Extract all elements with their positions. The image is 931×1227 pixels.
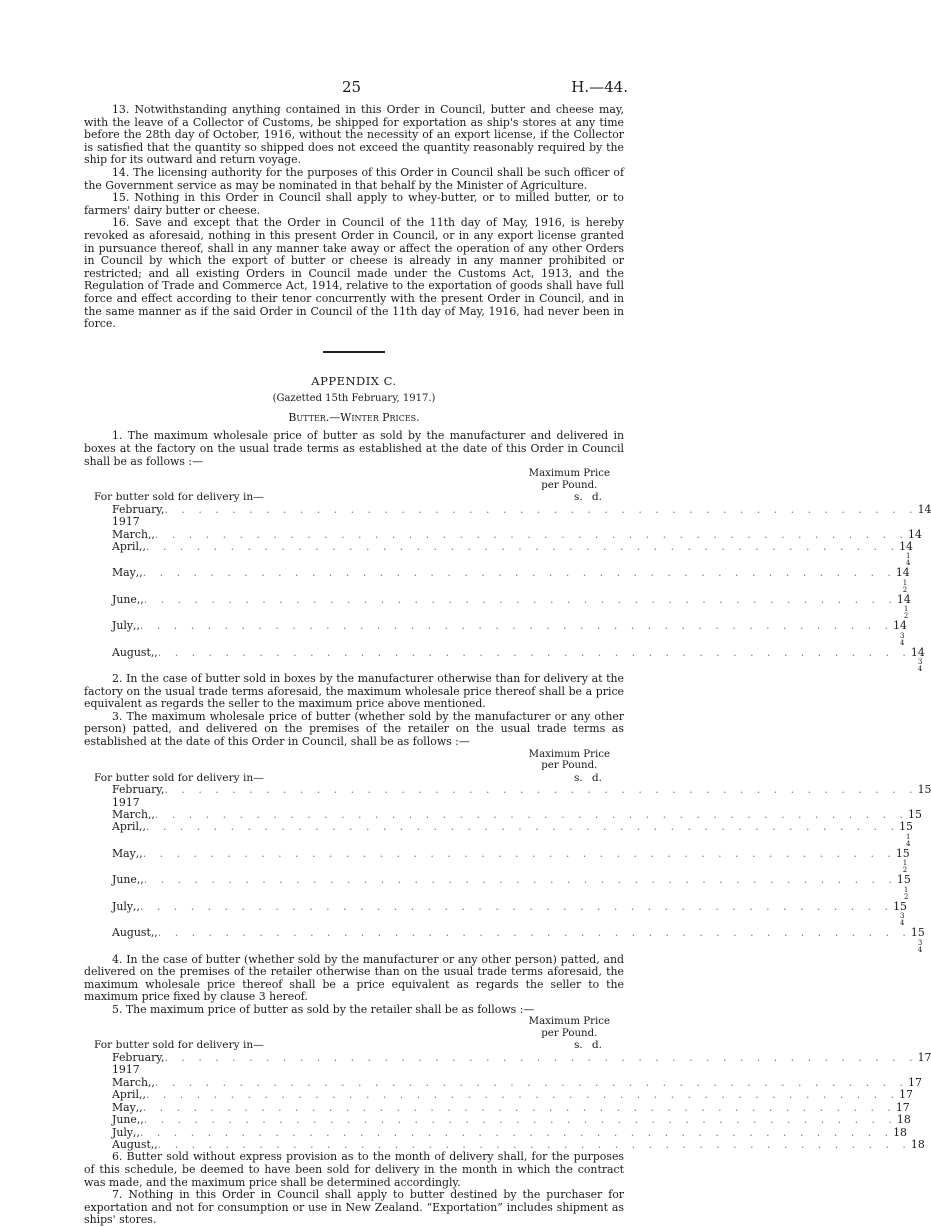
fraction-denominator: 2	[902, 866, 908, 875]
price-column-header	[84, 468, 624, 491]
clause-4: 4. In the case of butter (whether sold by the manufacturer or any other person) patted, and delivered on the premises of the retailer otherwise than on the usual trade terms aforesaid, the maximum wholesale price thereof shall be a price equivalent as regards the seller to the maximum price fixed by clause 3 hereof.	[84, 952, 624, 1004]
price-pence	[903, 848, 910, 874]
leader-dots: . . . . . . . . . . . . . . . . . . . . . . . . . . . . . . . . . . . . . . . . . . . . .	[139, 619, 894, 633]
month-label: July	[112, 899, 134, 913]
leader-dots: . . . . . . . . . . . . . . . . . . . . . . . . . . . . . . . . . . . . . . . . . . . . .	[164, 502, 918, 516]
ditto-mark: ,,	[135, 1100, 143, 1114]
month-label: March	[112, 808, 148, 822]
pence-fraction	[904, 606, 908, 620]
price-pence	[900, 901, 907, 927]
pence-value: 4	[924, 502, 931, 516]
leader-dots: . . . . . . . . . . . . . . . . . . . . . . . . . . . . . . . . . . . . . . . . . . . . .	[142, 846, 896, 860]
pence-fraction	[918, 940, 922, 954]
pence-value: 4	[917, 645, 925, 659]
month-label: May	[112, 1100, 136, 1114]
pence-head: d.	[591, 771, 602, 784]
price-shillings: 1	[893, 1125, 900, 1139]
clause-2: 2. In the case of butter sold in boxes by the manufacturer otherwise than for delivery at the factory on the usual trade terms aforesaid, the maximum wholesale price thereof shall be a price equivalent as regards the seller to the maximum price above mentioned.	[84, 672, 624, 711]
col-head-line1: Maximum Price	[528, 748, 610, 760]
leader-dots: . . . . . . . . . . . . . . . . . . . . . . . . . . . . . . . . . . . . . . . . . . . . .	[145, 1088, 900, 1102]
fraction-numerator: 3	[917, 938, 923, 947]
price-shillings: 1	[896, 1113, 904, 1127]
ditto-mark: ,,	[139, 1088, 146, 1102]
pence-value: 4	[900, 619, 907, 633]
delivery-label: For butter sold for delivery in—	[94, 491, 264, 504]
fraction-numerator: 1	[906, 832, 911, 841]
price-row	[84, 1113, 911, 1127]
price-row	[84, 540, 913, 568]
fraction-numerator: 1	[906, 552, 911, 561]
col-head-line1: Maximum Price	[528, 468, 610, 480]
table-subheader	[84, 491, 624, 504]
price-shillings: 1	[899, 820, 906, 834]
month-label: March	[112, 527, 148, 541]
price-shillings: 1	[910, 1137, 918, 1151]
leader-dots: . . . . . . . . . . . . . . . . . . . . . . . . . . . . . . . . . . . . . . . . . . . . .	[145, 540, 900, 554]
price-shillings: 1	[895, 566, 903, 580]
price-row	[84, 846, 910, 875]
ditto-mark: ,,	[136, 592, 144, 606]
price-shillings: 1	[896, 873, 904, 887]
ditto-mark: ,,	[135, 846, 143, 860]
price-row	[84, 926, 925, 954]
month-label: April	[112, 540, 140, 554]
fraction-numerator: 3	[900, 912, 905, 921]
price-shillings: 1	[895, 846, 903, 860]
price-pence	[915, 1077, 922, 1089]
month-label: May	[112, 846, 136, 860]
col-head-line2: per Pound.	[541, 760, 598, 772]
price-pence	[918, 647, 925, 673]
pence-value: 4	[906, 540, 913, 554]
leader-dots: . . . . . . . . . . . . . . . . . . . . . . . . . . . . . . . . . . . . . . . . . . . . .	[164, 783, 918, 797]
leader-dots: . . . . . . . . . . . . . . . . . . . . . . . . . . . . . . . . . . . . . . . . . . . . .	[157, 926, 911, 940]
appendix-subtitle: Butter.—Winter Prices.	[288, 410, 420, 424]
price-shillings: 1	[917, 502, 925, 516]
ditto-mark: ,,	[133, 1125, 140, 1139]
leader-dots: . . . . . . . . . . . . . . . . . . . . . . . . . . . . . . . . . . . . . . . . . . . . .	[164, 1051, 918, 1065]
fraction-denominator: 4	[900, 919, 905, 928]
leader-dots: . . . . . . . . . . . . . . . . . . . . . . . . . . . . . . . . . . . . . . . . . . . . .	[154, 1075, 909, 1089]
pence-value: 7	[924, 1051, 931, 1065]
fraction-denominator: 4	[917, 665, 923, 674]
leader-dots: . . . . . . . . . . . . . . . . . . . . . . . . . . . . . . . . . . . . . . . . . . . . .	[143, 873, 897, 887]
price-pence	[918, 927, 925, 953]
paragraph-14: 14. The licensing authority for the purposes of this Order in Council shall be such officer of the Government service as may be nominated in that behalf by the Minister of Agriculture.	[84, 165, 624, 192]
fraction-numerator: 1	[903, 885, 909, 894]
price-shillings: 1	[917, 1051, 925, 1065]
price-row	[84, 645, 925, 674]
month-label: July	[112, 1125, 134, 1139]
ditto-mark: ,,	[133, 619, 140, 633]
price-row	[84, 619, 907, 647]
month-label: March	[112, 1075, 148, 1089]
col-head-line2: per Pound.	[541, 1027, 598, 1039]
paragraph-16: 16. Save and except that the Order in Council of the 11th day of May, 1916, is hereby revoked as aforesaid, nothing in this present Order in Council, or in any export license granted in pursuance thereof, shall in any manner take away or affect the operation of any other Orders in Council by which the export of butter or cheese is already in any manner prohibited or restricted; and all existing Orders in Council made under the Customs Act, 1913, and the Regulation of Trade and Commerce Act, 1914, relative to the exportation of goods shall have full force and effect according to their tenor concurrently with the present Order in Council, and in the same manner as if the said Order in Council of the 11th day of May, 1916, had never been in force.	[84, 216, 624, 331]
month-label: June	[112, 873, 137, 887]
pence-value: 5	[903, 873, 911, 887]
price-pence	[925, 784, 931, 809]
price-row	[84, 592, 911, 621]
price-shillings: 1	[893, 899, 900, 913]
fraction-denominator: 4	[906, 559, 911, 568]
leader-dots: . . . . . . . . . . . . . . . . . . . . . . . . . . . . . . . . . . . . . . . . . . . . .	[157, 645, 911, 659]
price-shillings: 1	[910, 645, 918, 659]
pence-value: 5	[902, 846, 910, 860]
price-shillings: 1	[917, 783, 925, 797]
price-shillings: 1	[910, 926, 918, 940]
ditto-mark: ,,	[150, 926, 158, 940]
ditto-mark: ,,	[147, 527, 155, 541]
fraction-denominator: 2	[902, 585, 908, 594]
leader-dots: . . . . . . . . . . . . . . . . . . . . . . . . . . . . . . . . . . . . . . . . . . . . .	[143, 1113, 897, 1127]
pence-fraction	[900, 633, 904, 647]
leader-dots: . . . . . . . . . . . . . . . . . . . . . . . . . . . . . . . . . . . . . . . . . . . . .	[142, 1100, 896, 1114]
price-row	[84, 899, 907, 928]
clause-3: 3. The maximum wholesale price of butter (whether sold by the manufacturer or any other person) patted, and delivered on the premises of the retailer on the usual trade terms as established at the date of this Order in Council, shall be as follows :—	[84, 709, 624, 749]
price-row	[84, 566, 910, 594]
leader-dots: . . . . . . . . . . . . . . . . . . . . . . . . . . . . . . . . . . . . . . . . . . . . .	[157, 1137, 911, 1151]
price-pence	[906, 821, 913, 847]
pence-value: 8	[900, 1125, 907, 1139]
pence-value: 7	[906, 1088, 913, 1102]
price-pence	[906, 541, 913, 567]
price-shillings: 1	[895, 1100, 903, 1114]
price-shillings: 1	[896, 592, 904, 606]
section-divider	[323, 351, 385, 353]
price-shillings: 1	[908, 1075, 915, 1089]
ditto-mark: ,,	[150, 645, 158, 659]
pence-value: 8	[917, 1137, 925, 1151]
pence-fraction	[906, 834, 910, 848]
pence-head: d.	[591, 491, 602, 504]
document-body	[84, 103, 931, 1227]
leader-dots: . . . . . . . . . . . . . . . . . . . . . . . . . . . . . . . . . . . . . . . . . . . . .	[154, 808, 909, 822]
pence-fraction	[900, 913, 904, 927]
price-pence	[915, 809, 922, 821]
price-pence	[918, 1139, 925, 1151]
col-head-line2: per Pound.	[541, 479, 598, 491]
leader-dots: . . . . . . . . . . . . . . . . . . . . . . . . . . . . . . . . . . . . . . . . . . . . .	[145, 820, 900, 834]
shillings-head: s.	[574, 771, 583, 784]
pence-value: 5	[906, 820, 913, 834]
price-row	[84, 502, 931, 529]
leader-dots: . . . . . . . . . . . . . . . . . . . . . . . . . . . . . . . . . . . . . . . . . . . . .	[143, 592, 897, 606]
leader-dots: . . . . . . . . . . . . . . . . . . . . . . . . . . . . . . . . . . . . . . . . . . . . .	[142, 566, 896, 580]
price-pence	[903, 567, 910, 593]
month-label: February, 1917	[112, 502, 165, 529]
clause-6: 6. Butter sold without express provision as to the month of delivery shall, for the purposes of this schedule, be deemed to have been sold for delivery in the month in which the contract was made, and the maximum price shall be determined accordingly.	[84, 1150, 624, 1189]
price-pence	[904, 594, 911, 620]
fraction-denominator: 2	[903, 612, 909, 621]
month-label: June	[112, 1113, 137, 1127]
page-header	[0, 78, 700, 96]
price-shillings: 1	[908, 808, 915, 822]
month-label: July	[112, 619, 134, 633]
price-row	[84, 783, 931, 809]
leader-dots: . . . . . . . . . . . . . . . . . . . . . . . . . . . . . . . . . . . . . . . . . . . . .	[154, 527, 909, 541]
col-head-line1: Maximum Price	[528, 1016, 610, 1028]
ditto-mark: ,,	[133, 899, 140, 913]
fraction-numerator: 1	[902, 578, 908, 587]
ditto-mark: ,,	[147, 808, 155, 822]
price-pence	[925, 1052, 931, 1077]
paragraph-13: 13. Notwithstanding anything contained in this Order in Council, butter and cheese may, with the leave of a Collector of Customs, be shipped for exportation as ship's stores at any time before the 28th day of October, 1916, without the necessity of an export license, if the Collector is satisfied that the quantity so shipped does not exceed the quantity reasonably required by the ship for its outward and return voyage.	[84, 103, 624, 167]
pence-value: 8	[903, 1113, 911, 1127]
pence-fraction	[918, 659, 922, 673]
leader-dots: . . . . . . . . . . . . . . . . . . . . . . . . . . . . . . . . . . . . . . . . . . . . .	[139, 899, 894, 913]
pence-value: 7	[914, 1075, 922, 1089]
shillings-head: s.	[574, 1039, 583, 1052]
pence-value: 4	[914, 527, 922, 541]
pence-value: 4	[903, 592, 911, 606]
month-label: April	[112, 820, 140, 834]
price-column-header	[84, 749, 624, 772]
appendix-title: APPENDIX C.	[311, 373, 397, 388]
price-shillings: 1	[899, 1088, 906, 1102]
clause-5: 5. The maximum price of butter as sold by the retailer shall be as follows :—	[112, 1002, 535, 1016]
fraction-numerator: 1	[902, 859, 908, 868]
pence-value: 5	[900, 899, 907, 913]
price-pence	[925, 504, 931, 529]
delivery-label: For butter sold for delivery in—	[94, 1039, 264, 1052]
fraction-denominator: 4	[917, 945, 923, 954]
price-row	[84, 1088, 913, 1102]
price-pence	[900, 620, 907, 646]
pence-head: d.	[591, 1039, 602, 1052]
shillings-head: s.	[574, 491, 583, 504]
price-table-retail	[84, 1051, 931, 1151]
leader-dots: . . . . . . . . . . . . . . . . . . . . . . . . . . . . . . . . . . . . . . . . . . . . .	[139, 1125, 894, 1139]
price-column-header	[84, 1016, 624, 1039]
price-table-patted	[84, 783, 931, 954]
price-shillings: 1	[899, 540, 906, 554]
price-row	[84, 873, 911, 901]
ditto-mark: ,,	[150, 1137, 158, 1151]
pence-value: 5	[924, 783, 931, 797]
ditto-mark: ,,	[139, 540, 146, 554]
month-label: August	[112, 1137, 151, 1151]
pence-fraction	[903, 860, 907, 874]
ditto-mark: ,,	[136, 1113, 144, 1127]
month-label: June	[112, 592, 137, 606]
fraction-numerator: 3	[900, 631, 905, 640]
ditto-mark: ,,	[147, 1075, 155, 1089]
pence-value: 5	[914, 808, 922, 822]
month-label: February, 1917	[112, 783, 165, 809]
fraction-denominator: 4	[906, 839, 911, 848]
clause-7: 7. Nothing in this Order in Council shall apply to butter destined by the purchaser for exportation and not for consumption or use in New Zealand. “Exportation” includes shipment as ships' stores.	[84, 1188, 624, 1227]
month-label: April	[112, 1088, 140, 1102]
pence-fraction	[906, 553, 910, 567]
document-code: H.—44.	[571, 78, 628, 96]
pence-value: 4	[902, 566, 910, 580]
delivery-label: For butter sold for delivery in—	[94, 771, 264, 784]
price-pence	[915, 529, 922, 541]
month-label: August	[112, 645, 151, 659]
page-number: 25	[342, 78, 362, 96]
price-table-factory	[84, 502, 931, 674]
month-label: August	[112, 926, 151, 940]
price-shillings: 1	[908, 527, 915, 541]
pence-value: 7	[902, 1100, 910, 1114]
pence-value: 5	[917, 926, 925, 940]
ditto-mark: ,,	[139, 820, 146, 834]
price-shillings: 1	[893, 619, 900, 633]
month-label: February, 1917	[112, 1051, 165, 1077]
pence-fraction	[903, 580, 907, 594]
price-row	[84, 820, 913, 848]
paragraph-15: 15. Nothing in this Order in Council shall apply to whey-butter, or to milled butter, or to farmers' dairy butter or cheese.	[84, 191, 624, 217]
fraction-denominator: 2	[903, 892, 909, 901]
price-pence	[904, 874, 911, 900]
ditto-mark: ,,	[135, 566, 143, 580]
gazetted-date: (Gazetted 15th February, 1917.)	[272, 393, 436, 405]
fraction-numerator: 3	[917, 658, 923, 667]
clause-1: 1. The maximum wholesale price of butter as sold by the manufacturer and delivered in boxes at the factory on the usual trade terms as established at the date of this Order in Council shall be as follows :—	[84, 429, 624, 468]
ditto-mark: ,,	[136, 873, 144, 887]
pence-fraction	[904, 887, 908, 901]
month-label: May	[112, 566, 136, 580]
fraction-numerator: 1	[903, 605, 909, 614]
fraction-denominator: 4	[900, 638, 905, 647]
price-row	[84, 1051, 931, 1077]
